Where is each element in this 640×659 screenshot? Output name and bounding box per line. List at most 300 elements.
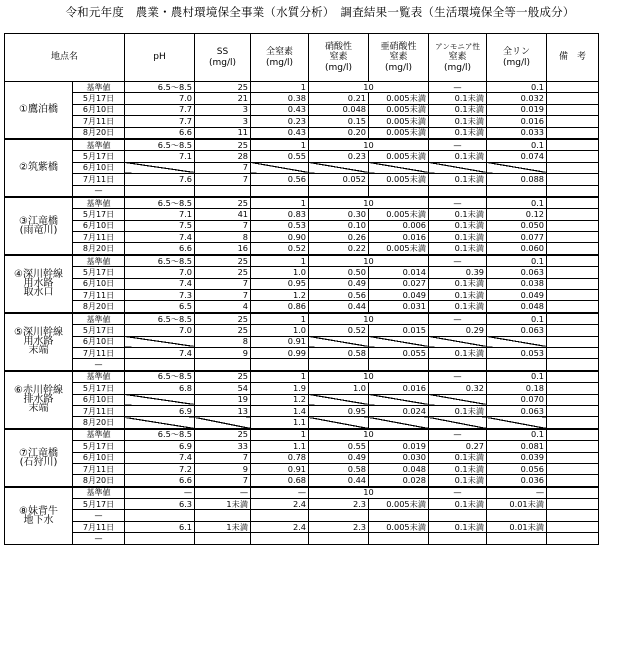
nitrite-cell: 0.014 [369,267,429,278]
notes-cell [547,220,599,231]
total-nitrogen-cell: 0.55 [251,151,309,162]
results-table [4,33,637,545]
total-nitrogen-cell: 0.78 [251,452,309,463]
date-label-cell: 5月17日 [73,267,125,278]
total-nitrogen-cell: 0.83 [251,209,309,220]
ss-cell [195,417,251,429]
nitrate-cell: 0.23 [309,151,369,162]
ss-cell: 33 [195,441,251,452]
total-phosphorus-cell: 0.077 [487,232,547,243]
total-nitrogen-cell: 0.53 [251,220,309,231]
date-label-cell: — [73,359,125,371]
date-label-cell: 5月17日 [73,499,125,510]
ammonia-cell: 0.1未満 [429,301,487,313]
table-row [5,197,637,209]
nitrite-cell: 0.016 [369,383,429,394]
total-phosphorus-cell: 0.063 [487,325,547,336]
ammonia-cell [429,417,487,429]
total-phosphorus-cell [487,510,547,521]
ss-cell: — [195,487,251,499]
notes-cell [547,499,599,510]
total-nitrogen-cell: 2.4 [251,521,309,532]
site-name-cell [5,197,73,255]
table-row [5,325,637,336]
table-row [5,383,637,394]
ph-cell: 7.4 [125,278,195,289]
ss-cell: 16 [195,243,251,255]
ammonia-cell [429,185,487,197]
ss-cell [195,185,251,197]
total-nitrogen-cell: 1.0 [251,325,309,336]
table-row [5,301,637,313]
site-name-line: ①鷹泊橋 [19,104,58,116]
nitrate-cell: 0.50 [309,267,369,278]
nitrite-cell: 0.030 [369,452,429,463]
notes-cell [547,162,599,173]
total-phosphorus-cell: 0.063 [487,267,547,278]
ammonia-cell: 0.27 [429,441,487,452]
notes-cell [547,463,599,474]
total-nitrogen-cell: 1 [251,371,309,383]
nitrite-cell: 0.005未満 [369,174,429,185]
site-name-cell [5,139,73,197]
table-row [5,371,637,383]
nitrate-cell [309,417,369,429]
nitrite-cell: 0.005未満 [369,151,429,162]
site-name-line: ③江竜橋 [19,215,58,227]
total-nitrogen-cell: 0.86 [251,301,309,313]
site-name-line: (石狩川) [19,456,58,468]
table-row [5,139,637,151]
total-phosphorus-cell: 0.1 [487,82,547,93]
ss-cell [195,359,251,371]
table-row [5,151,637,162]
header-total-nitrogen: 全窒素 (mg/l) [251,34,309,82]
table-row [5,313,637,325]
nitrate-nitrite-standard-cell: 10 [309,197,429,209]
table-row [5,162,637,173]
date-label-cell: 7月11日 [73,116,125,127]
ph-cell: 6.5～8.5 [125,255,195,267]
total-phosphorus-cell: 0.036 [487,475,547,487]
header-nitrite-nitrogen: 亜硝酸性 窒素 (mg/l) [369,34,429,82]
nitrate-cell [309,359,369,371]
date-label-cell: 7月11日 [73,521,125,532]
table-row [5,417,637,429]
total-phosphorus-cell [487,359,547,371]
nitrate-cell: 2.3 [309,521,369,532]
total-phosphorus-cell [487,417,547,429]
ss-cell: 25 [195,267,251,278]
header-ammonia-nitrogen: アンモニア性 窒素 (mg/l) [429,34,487,82]
site-name-line: 用水路 [23,278,54,290]
nitrate-cell: 0.52 [309,325,369,336]
ss-cell: 25 [195,139,251,151]
nitrite-cell: 0.048 [369,463,429,474]
table-row [5,185,637,197]
ammonia-standard-cell: — [429,313,487,325]
date-label-cell: 5月17日 [73,209,125,220]
ph-cell: 6.8 [125,383,195,394]
nitrite-cell: 0.016 [369,232,429,243]
total-phosphorus-cell: 0.12 [487,209,547,220]
date-label-cell: 5月17日 [73,93,125,104]
table-row [5,209,637,220]
ammonia-cell: 0.1未満 [429,499,487,510]
total-nitrogen-cell: 1 [251,197,309,209]
table-header-row [5,34,637,82]
total-phosphorus-cell: 0.053 [487,347,547,358]
ph-cell: — [125,487,195,499]
ammonia-cell: 0.1未満 [429,151,487,162]
table-row [5,336,637,347]
date-label-cell: 6月10日 [73,104,125,115]
total-nitrogen-cell: 0.43 [251,104,309,115]
ph-cell: 7.0 [125,267,195,278]
total-nitrogen-cell: 0.52 [251,243,309,255]
table-row [5,267,637,278]
date-label-cell: 8月20日 [73,127,125,139]
ss-cell: 25 [195,325,251,336]
ph-cell: 7.1 [125,151,195,162]
total-nitrogen-cell: 0.99 [251,347,309,358]
ss-cell: 7 [195,475,251,487]
total-nitrogen-cell: 1.4 [251,405,309,416]
ph-cell: 6.9 [125,405,195,416]
ammonia-cell: 0.1未満 [429,104,487,115]
notes-cell [547,405,599,416]
total-phosphorus-cell: 0.049 [487,290,547,301]
total-nitrogen-cell: 1 [251,429,309,441]
ammonia-cell: 0.1未満 [429,521,487,532]
site-name-cell [5,82,73,139]
notes-cell [547,139,599,151]
site-name-line: 地下水 [23,514,54,526]
site-name-line: 末端 [28,345,49,357]
nitrate-cell [309,162,369,173]
nitrate-nitrite-standard-cell: 10 [309,429,429,441]
table-row [5,255,637,267]
ph-cell: 6.5～8.5 [125,197,195,209]
nitrite-cell: 0.005未満 [369,93,429,104]
total-phosphorus-cell: 0.063 [487,405,547,416]
table-row [5,347,637,358]
total-phosphorus-cell: 0.18 [487,383,547,394]
nitrate-cell: 0.048 [309,104,369,115]
nitrate-nitrite-standard-cell: 10 [309,371,429,383]
header-ph: pH [125,34,195,82]
ph-cell: 7.3 [125,290,195,301]
total-nitrogen-cell: 1 [251,255,309,267]
table-row [5,174,637,185]
nitrate-cell: 0.44 [309,475,369,487]
table-row [5,104,637,115]
ss-cell [195,510,251,521]
nitrate-cell: 0.21 [309,93,369,104]
ammonia-cell: 0.1未満 [429,475,487,487]
ammonia-standard-cell: — [429,487,487,499]
ph-cell: 7.7 [125,116,195,127]
notes-cell [547,232,599,243]
notes-cell [547,521,599,532]
date-label-cell: — [73,185,125,197]
total-nitrogen-cell: 1.2 [251,290,309,301]
ammonia-cell [429,359,487,371]
site-name-line: ⑦江竜橋 [19,447,58,459]
site-name-line: (雨竜川) [19,224,58,236]
total-phosphorus-cell: 0.070 [487,394,547,405]
notes-cell [547,93,599,104]
site-name-line: ⑤深川幹線 [14,327,63,339]
ammonia-standard-cell: — [429,255,487,267]
ss-cell: 25 [195,82,251,93]
total-nitrogen-cell: 2.4 [251,499,309,510]
ph-cell: 6.9 [125,441,195,452]
nitrate-cell: 0.44 [309,301,369,313]
total-phosphorus-cell: 0.01未満 [487,499,547,510]
ammonia-standard-cell: — [429,139,487,151]
nitrite-cell [369,394,429,405]
site-name-line: 用水路 [23,336,54,348]
ammonia-cell: 0.1未満 [429,290,487,301]
total-phosphorus-cell: 0.01未満 [487,521,547,532]
nitrate-cell: 0.58 [309,347,369,358]
total-nitrogen-cell: 0.90 [251,232,309,243]
ammonia-cell: 0.1未満 [429,347,487,358]
site-name-line: ⑧妹背牛 [19,505,58,517]
total-nitrogen-cell: 0.91 [251,336,309,347]
nitrate-nitrite-standard-cell: 10 [309,139,429,151]
ph-cell: 6.5～8.5 [125,429,195,441]
date-label-cell: 5月17日 [73,325,125,336]
nitrite-cell [369,185,429,197]
ph-cell [125,185,195,197]
date-label-cell: 6月10日 [73,394,125,405]
header-ss: SS (mg/l) [195,34,251,82]
notes-cell [547,487,599,499]
notes-cell [547,116,599,127]
total-nitrogen-cell: 1 [251,82,309,93]
date-label-cell: 8月20日 [73,243,125,255]
ammonia-cell: 0.1未満 [429,452,487,463]
total-nitrogen-cell [251,510,309,521]
date-label-cell: 基準値 [73,255,125,267]
nitrate-nitrite-standard-cell: 10 [309,255,429,267]
table-row [5,499,637,510]
ammonia-cell [429,533,487,544]
ss-cell: 25 [195,429,251,441]
ammonia-cell [429,336,487,347]
date-label-cell: 5月17日 [73,151,125,162]
site-name-line: 取水口 [23,287,54,299]
site-name-line: 排水路 [23,394,54,406]
nitrate-cell: 0.55 [309,441,369,452]
nitrate-cell [309,336,369,347]
total-phosphorus-cell: 0.060 [487,243,547,255]
nitrate-cell: 0.49 [309,452,369,463]
total-phosphorus-cell: 0.032 [487,93,547,104]
total-nitrogen-cell [251,533,309,544]
date-label-cell: 7月11日 [73,405,125,416]
date-label-cell: 7月11日 [73,174,125,185]
notes-cell [547,313,599,325]
ph-cell: 7.0 [125,93,195,104]
notes-cell [547,533,599,544]
ph-cell: 6.5 [125,301,195,313]
ph-cell: 6.5～8.5 [125,371,195,383]
total-phosphorus-cell [487,336,547,347]
header-nitrate-nitrogen: 硝酸性 窒素 (mg/l) [309,34,369,82]
nitrate-cell: 0.10 [309,220,369,231]
ss-cell: 7 [195,162,251,173]
total-nitrogen-cell [251,185,309,197]
total-phosphorus-cell: 0.081 [487,441,547,452]
total-nitrogen-cell: 0.43 [251,127,309,139]
notes-cell [547,197,599,209]
total-nitrogen-cell: 0.91 [251,463,309,474]
nitrate-nitrite-standard-cell: 10 [309,313,429,325]
nitrite-cell: 0.024 [369,405,429,416]
ss-cell: 1未満 [195,521,251,532]
notes-cell [547,127,599,139]
ss-cell: 11 [195,127,251,139]
total-nitrogen-cell: 0.68 [251,475,309,487]
nitrite-cell: 0.005未満 [369,499,429,510]
date-label-cell: 基準値 [73,487,125,499]
date-label-cell: 基準値 [73,313,125,325]
table-row [5,521,637,532]
total-nitrogen-cell: 1 [251,313,309,325]
total-phosphorus-cell: 0.1 [487,313,547,325]
notes-cell [547,255,599,267]
date-label-cell: 6月10日 [73,162,125,173]
total-phosphorus-cell: 0.1 [487,139,547,151]
ammonia-cell: 0.1未満 [429,116,487,127]
total-nitrogen-cell: 0.38 [251,93,309,104]
total-phosphorus-cell: 0.1 [487,197,547,209]
site-name-cell [5,255,73,313]
table-row [5,452,637,463]
nitrate-cell: 0.20 [309,127,369,139]
notes-cell [547,82,599,93]
ss-cell: 9 [195,347,251,358]
ss-cell: 25 [195,197,251,209]
nitrate-cell: 0.22 [309,243,369,255]
date-label-cell: 5月17日 [73,383,125,394]
ss-cell: 13 [195,405,251,416]
ammonia-standard-cell: — [429,82,487,93]
date-label-cell: 6月10日 [73,452,125,463]
ammonia-cell [429,394,487,405]
header-notes: 備 考 [547,34,599,82]
nitrite-cell [369,533,429,544]
page-title: 令和元年度 農業・農村環境保全事業（水質分析） 調査結果一覧表（生活環境保全等一般成分） [65,5,575,19]
nitrate-cell [309,185,369,197]
nitrate-cell: 0.26 [309,232,369,243]
nitrite-cell: 0.005未満 [369,104,429,115]
total-nitrogen-cell: 0.56 [251,174,309,185]
date-label-cell: 7月11日 [73,463,125,474]
table-row [5,394,637,405]
ss-cell: 3 [195,116,251,127]
date-label-cell: 7月11日 [73,347,125,358]
ammonia-cell [429,510,487,521]
nitrate-cell: 0.56 [309,290,369,301]
table-row [5,243,637,255]
total-phosphorus-cell: 0.016 [487,116,547,127]
ss-cell: 7 [195,290,251,301]
notes-cell [547,359,599,371]
nitrate-cell [309,533,369,544]
date-label-cell: 8月20日 [73,475,125,487]
table-row [5,290,637,301]
total-nitrogen-cell: — [251,487,309,499]
ph-cell: 7.4 [125,452,195,463]
ph-cell: 6.1 [125,521,195,532]
nitrite-cell: 0.049 [369,290,429,301]
ss-cell: 8 [195,232,251,243]
nitrate-cell: 0.58 [309,463,369,474]
ph-cell: 7.1 [125,209,195,220]
ss-cell: 7 [195,174,251,185]
date-label-cell: 8月20日 [73,417,125,429]
ph-cell: 7.5 [125,220,195,231]
date-label-cell: — [73,510,125,521]
ph-cell [125,336,195,347]
total-phosphorus-cell: 0.033 [487,127,547,139]
date-label-cell: 6月10日 [73,336,125,347]
table-row [5,278,637,289]
table-body [5,82,637,545]
date-label-cell: 7月11日 [73,290,125,301]
ph-cell: 7.2 [125,463,195,474]
header-total-phosphorus: 全リン (mg/l) [487,34,547,82]
ph-cell: 6.5～8.5 [125,313,195,325]
date-label-cell: — [73,533,125,544]
ss-cell: 41 [195,209,251,220]
ss-cell [195,533,251,544]
header-site: 地点名 [5,34,125,82]
ss-cell: 3 [195,104,251,115]
ph-cell [125,533,195,544]
ss-cell: 19 [195,394,251,405]
notes-cell [547,441,599,452]
notes-cell [547,151,599,162]
nitrite-cell [369,359,429,371]
ph-cell [125,510,195,521]
ammonia-cell: 0.1未満 [429,93,487,104]
ph-cell: 7.0 [125,325,195,336]
notes-cell [547,267,599,278]
notes-cell [547,429,599,441]
total-phosphorus-cell: 0.056 [487,463,547,474]
ammonia-cell: 0.1未満 [429,405,487,416]
ph-cell: 7.6 [125,174,195,185]
site-name-cell [5,313,73,371]
date-label-cell: 基準値 [73,139,125,151]
date-label-cell: 7月11日 [73,232,125,243]
total-nitrogen-cell: 0.23 [251,116,309,127]
total-nitrogen-cell [251,359,309,371]
total-phosphorus-cell: 0.048 [487,301,547,313]
site-name-cell [5,487,73,544]
ss-cell: 7 [195,452,251,463]
ph-cell: 6.5～8.5 [125,82,195,93]
ph-cell: 6.6 [125,127,195,139]
nitrate-cell: 1.0 [309,383,369,394]
date-label-cell: 5月17日 [73,441,125,452]
date-label-cell: 8月20日 [73,301,125,313]
